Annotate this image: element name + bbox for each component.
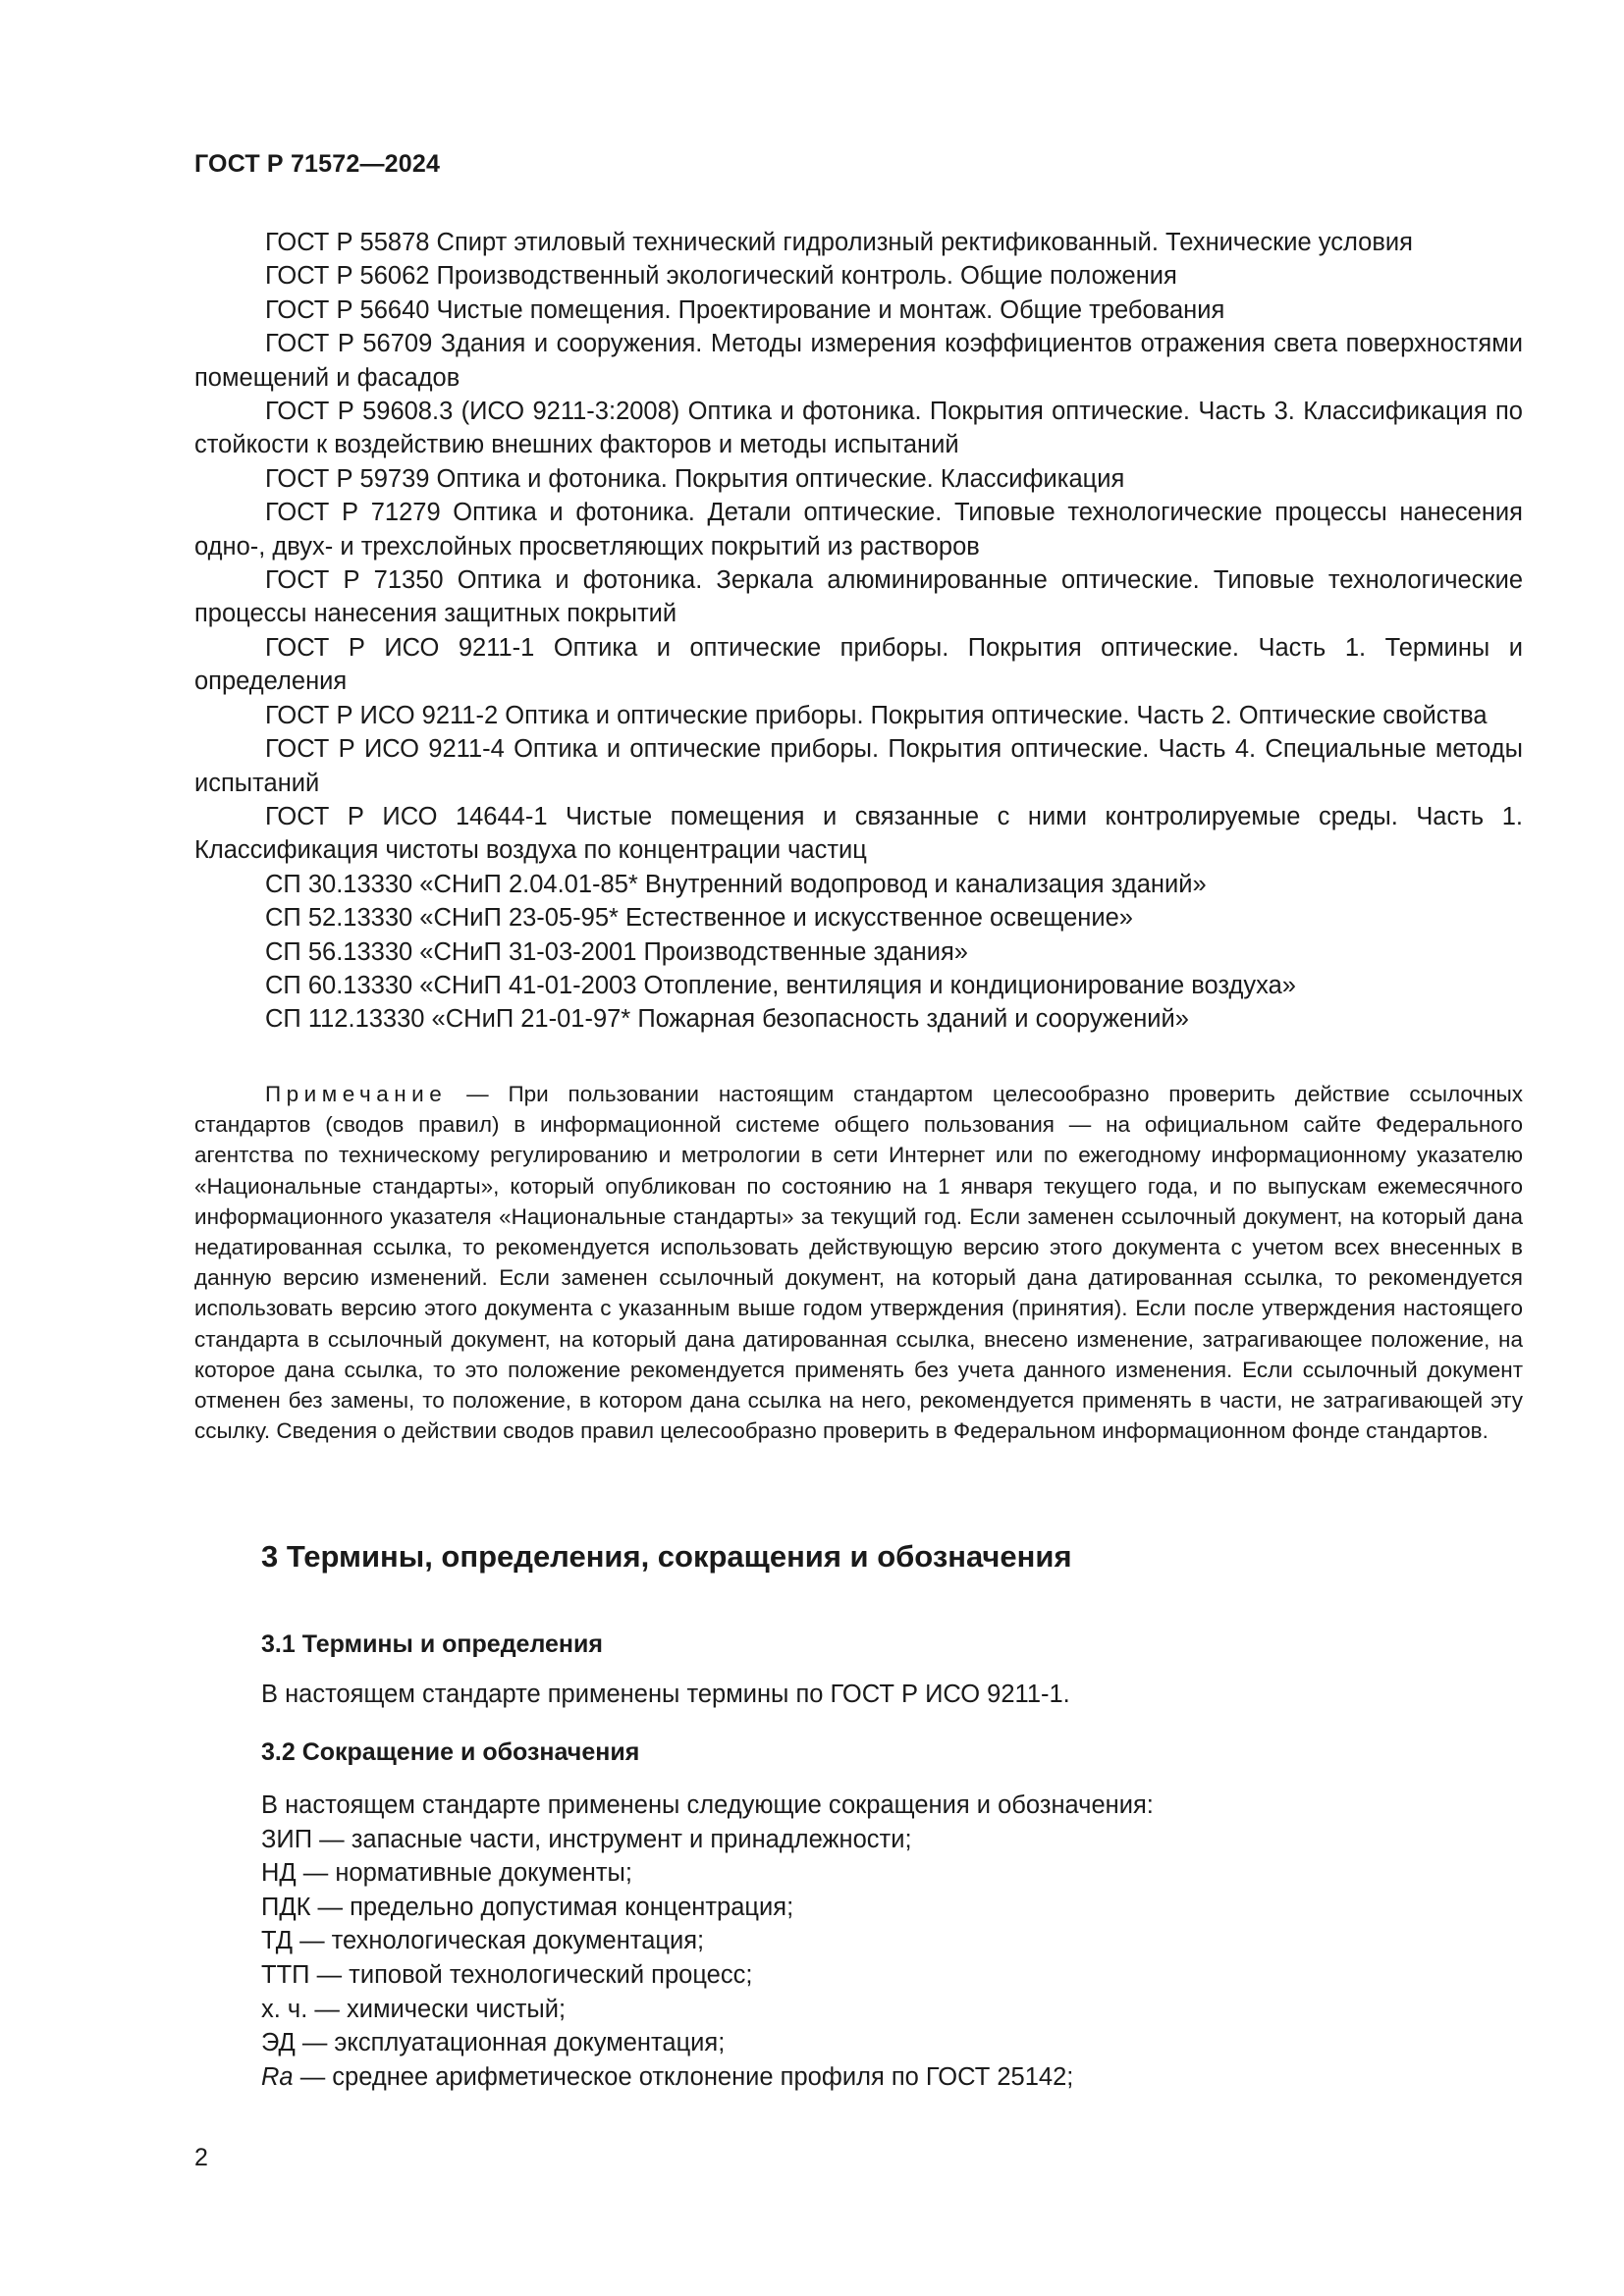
- reference-item: ГОСТ Р 59608.3 (ИСО 9211-3:2008) Оптика и фотоника. Покрытия оптические. Часть 3. Классификация по стойкости к воздействию внешних факторов и методы испытаний: [194, 398, 1523, 459]
- reference-item: ГОСТ Р ИСО 9211-2 Оптика и оптические приборы. Покрытия оптические. Часть 2. Оптические свойства: [265, 701, 1488, 729]
- abbreviations-intro: В настоящем стандарте применены следующие сокращения и обозначения:: [261, 1791, 1154, 1819]
- abbreviation-item: [261, 2060, 1154, 2095]
- normative-references-list: [194, 226, 1523, 1037]
- reference-item: ГОСТ Р 71279 Оптика и фотоника. Детали оптические. Типовые технологические процессы нанесения одно-, двух- и трехслойных просветляющих покрытий из растворов: [194, 499, 1523, 561]
- reference-item: ГОСТ Р 56640 Чистые помещения. Проектирование и монтаж. Общие требования: [265, 295, 1225, 324]
- reference-item: ГОСТ Р ИСО 14644-1 Чистые помещения и связанные с ними контролируемые среды. Часть 1. Классификация чистоты воздуха по концентрации частиц: [194, 802, 1523, 865]
- abbreviation-item: ПДК — предельно допустимая концентрация;: [261, 1893, 794, 1921]
- reference-item: СП 56.13330 «СНиП 31-03-2001 Производственные здания»: [265, 937, 968, 966]
- abbreviation-item: ЗИП — запасные части, инструмент и принадлежности;: [261, 1825, 912, 1853]
- reference-item: ГОСТ Р 71350 Оптика и фотоника. Зеркала алюминированные оптические. Типовые технологические процессы нанесения защитных покрытий: [194, 566, 1523, 628]
- reference-item: ГОСТ Р 55878 Спирт этиловый технический гидролизный ректификованный. Технические условия: [265, 229, 1413, 256]
- ra-symbol: Ra: [261, 2062, 294, 2091]
- abbreviations-list: [261, 1789, 1154, 2094]
- section-3-1-text: В настоящем стандарте применены термины по ГОСТ Р ИСО 9211-1.: [261, 1681, 1070, 1708]
- document-number-header: ГОСТ Р 71572—2024: [194, 150, 441, 178]
- abbreviation-item: ЭД — эксплуатационная документация;: [261, 2029, 726, 2057]
- reference-item: ГОСТ Р 56709 Здания и сооружения. Методы измерения коэффициентов отражения света поверхностями помещений и фасадов: [194, 330, 1523, 392]
- abbreviation-item: х. ч. — химически чистый;: [261, 1995, 567, 2023]
- reference-item: ГОСТ Р 59739 Оптика и фотоника. Покрытия оптические. Классификация: [265, 464, 1125, 493]
- note-text: — При пользовании настоящим стандартом целесообразно проверить действие ссылочных стандартов (сводов правил) в информационной системе общего пользования — на официальном сайте Федерального агентства по техническому регулированию и метрологии в сети Интернет или по ежегодному информационному указателю «Национальные стандарты», который опубликован по состоянию на 1 января текущего года, и по выпускам ежемесячного информационного указателя «Национальные стандарты» за текущий год. Если заменен ссылочный документ, на который дана недатированная ссылка, то рекомендуется использовать действующую версию этого документа с учетом всех внесенных в данную версию изменений. Если заменен ссылочный документ, на который дана датированная ссылка, то рекомендуется использовать версию этого документа с указанным выше годом утверждения (принятия). Если после утверждения настоящего стандарта в ссылочный документ, на который дана датированная ссылка, внесено изменение, затрагивающее положение, на которое дана ссылка, то это положение рекомендуется применять без учета данного изменения. Если ссылочный документ отменен без замены, то положение, в котором дана ссылка на него, рекомендуется применять в части, не затрагивающей эту ссылку. Сведения о действии сводов правил целесообразно проверить в Федеральном информационном фонде стандартов.: [194, 1082, 1523, 1444]
- section-3-1-heading: 3.1 Термины и определения: [261, 1630, 603, 1658]
- abbreviation-item: ТТП — типовой технологический процесс;: [261, 1960, 753, 1989]
- section-3-2-heading: 3.2 Сокращение и обозначения: [261, 1738, 640, 1766]
- reference-item: СП 52.13330 «СНиП 23-05-95* Естественное и искусственное освещение»: [265, 904, 1133, 933]
- note-label: Примечание: [265, 1082, 448, 1106]
- reference-item: СП 60.13330 «СНиП 41-01-2003 Отопление, вентиляция и кондиционирование воздуха»: [265, 971, 1296, 999]
- page-number: 2: [194, 2144, 208, 2171]
- references-note: [194, 1079, 1523, 1446]
- abbreviation-item: НД — нормативные документы;: [261, 1859, 632, 1888]
- ra-definition: — среднее арифметическое отклонение профиля по ГОСТ 25142;: [293, 2062, 1074, 2091]
- reference-item: ГОСТ Р ИСО 9211-4 Оптика и оптические приборы. Покрытия оптические. Часть 4. Специальные методы испытаний: [194, 735, 1523, 797]
- reference-item: ГОСТ Р 56062 Производственный экологический контроль. Общие положения: [265, 262, 1177, 291]
- section-3-heading: 3 Термины, определения, сокращения и обозначения: [261, 1539, 1072, 1574]
- reference-item: СП 112.13330 «СНиП 21-01-97* Пожарная безопасность зданий и сооружений»: [265, 1005, 1189, 1034]
- abbreviation-item: ТД — технологическая документация;: [261, 1927, 705, 1955]
- reference-item: СП 30.13330 «СНиП 2.04.01-85* Внутренний водопровод и канализация зданий»: [265, 870, 1207, 898]
- reference-item: ГОСТ Р ИСО 9211-1 Оптика и оптические приборы. Покрытия оптические. Часть 1. Термины и определения: [194, 633, 1523, 696]
